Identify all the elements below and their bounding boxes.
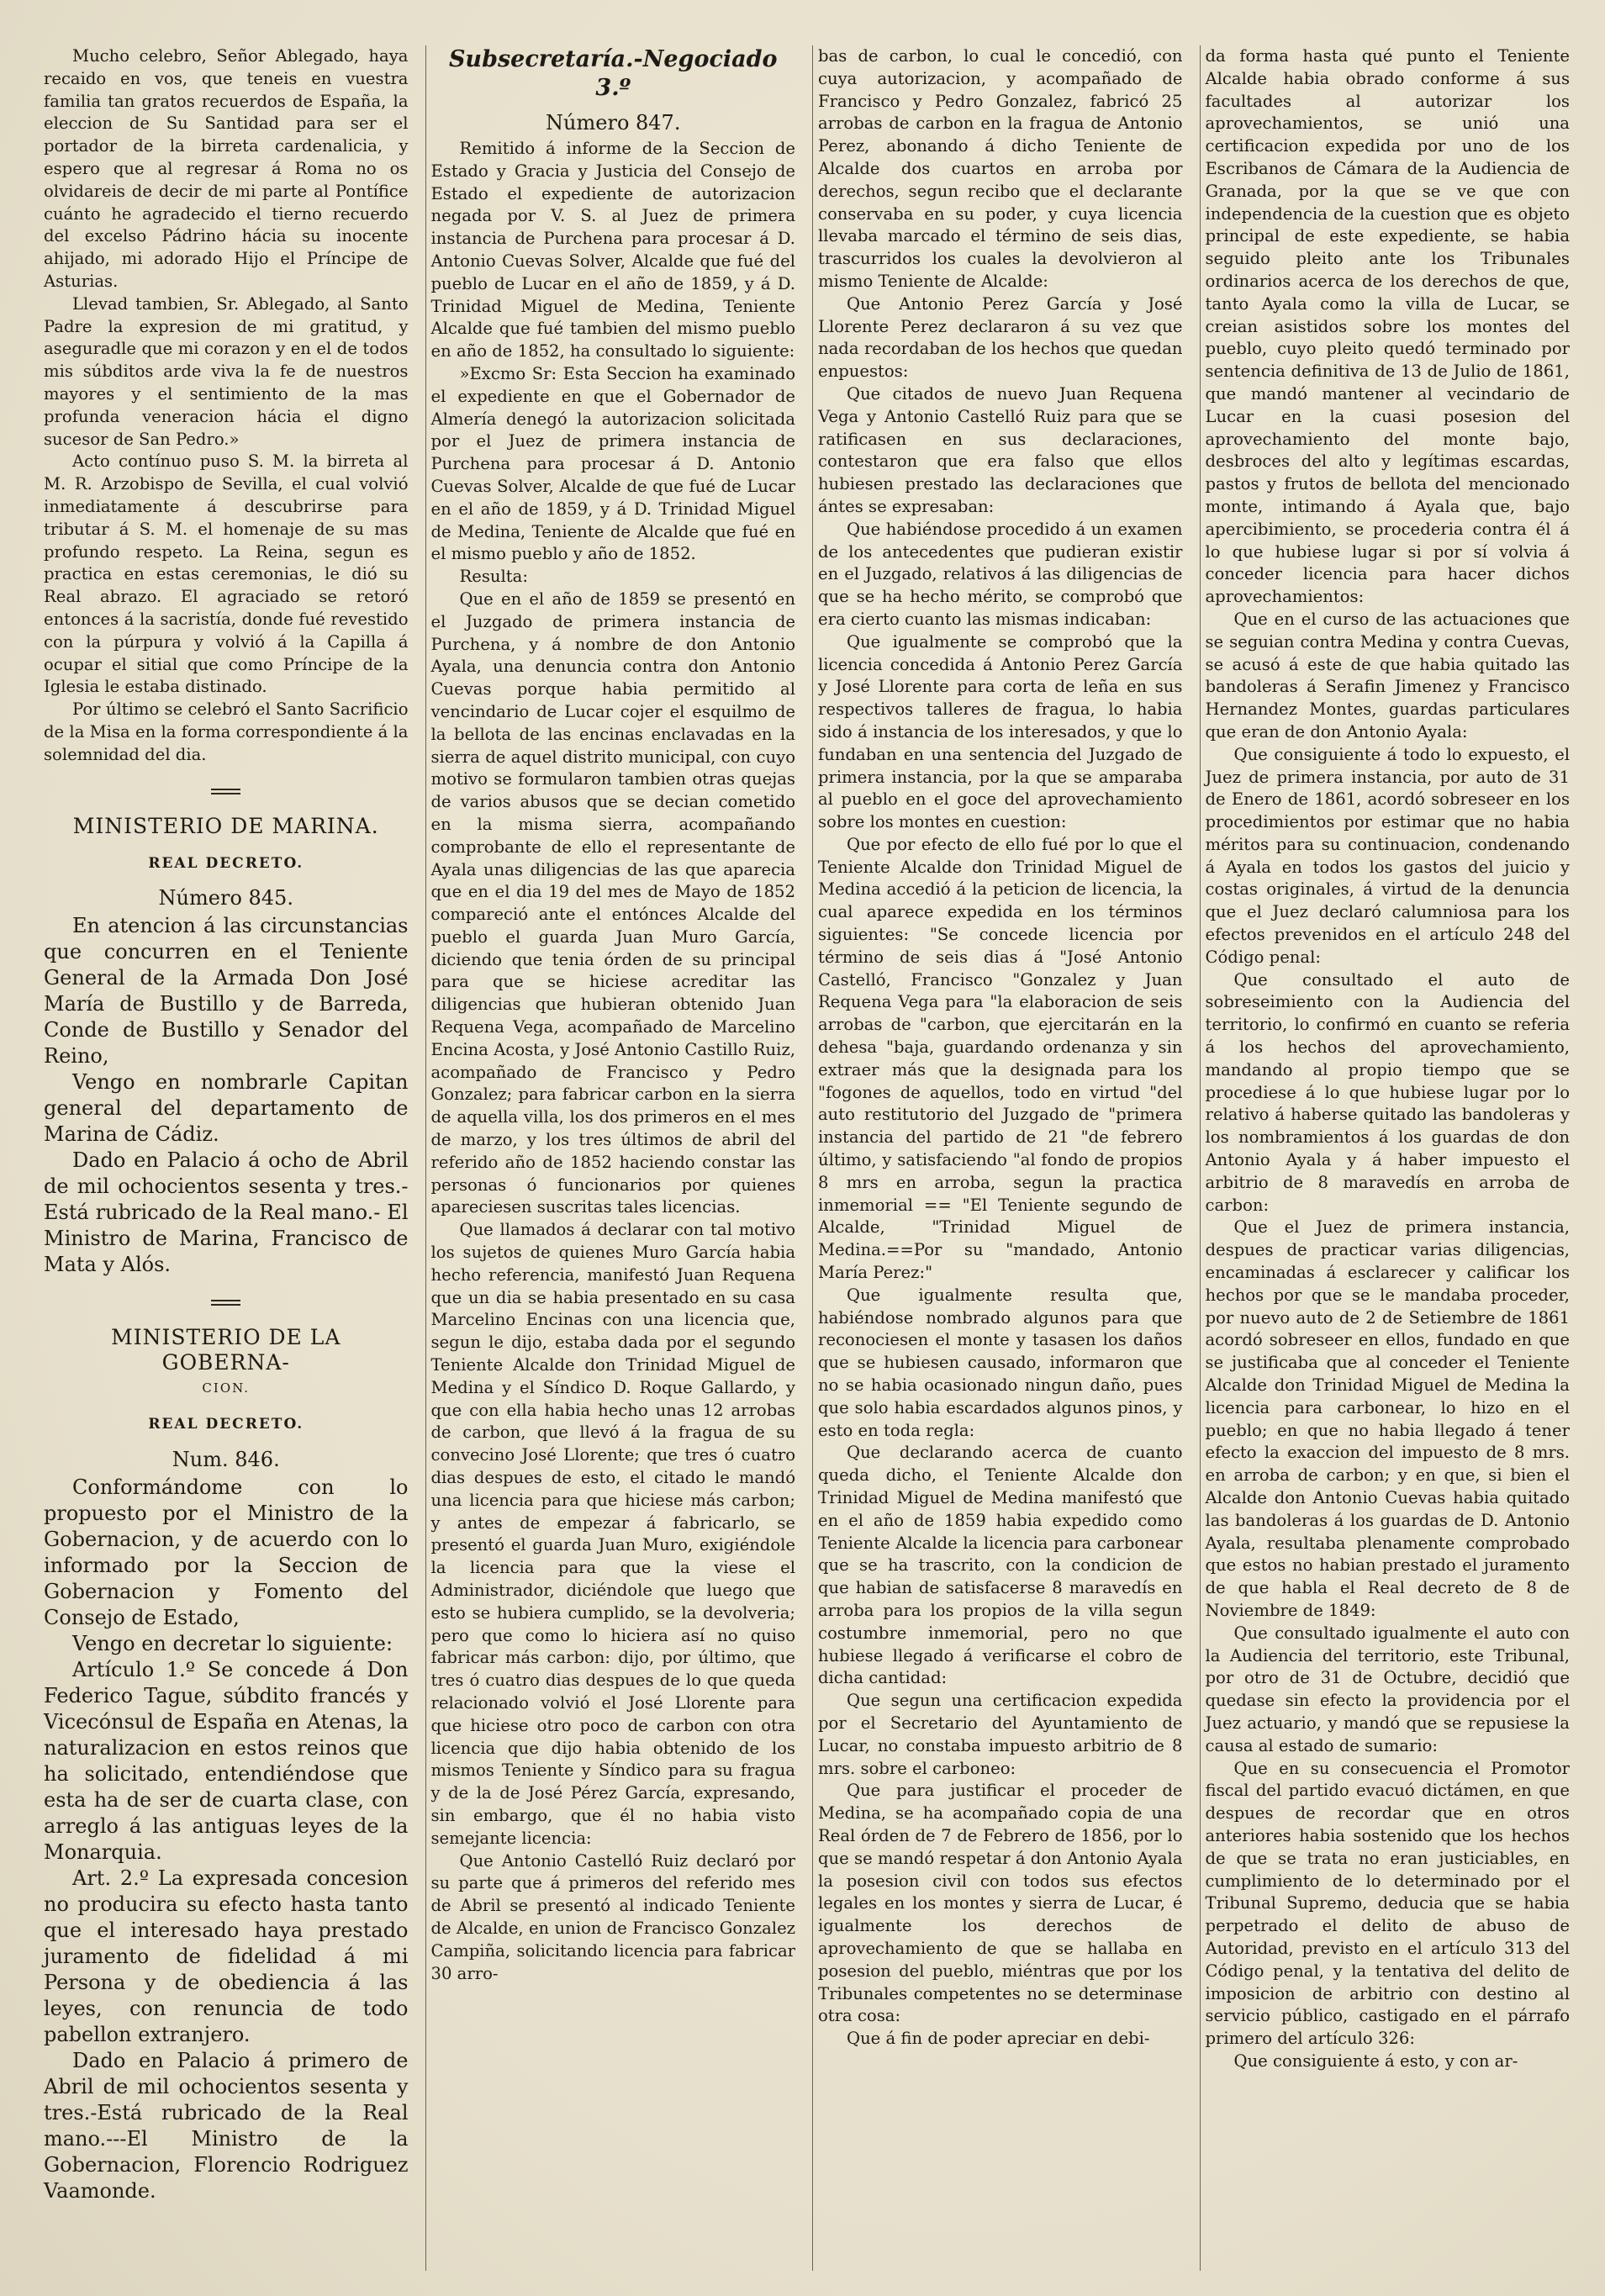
paragraph: Conformándome con lo propuesto por el Ministro de la Gobernacion, y de acuerdo con lo informado por la Seccion de Gobernacion y Fomento del Consejo de Estado, bbox=[44, 1475, 409, 1629]
paragraph: Que consiguiente á todo lo expuesto, el Juez de primera instancia, por auto de 31 de Enero de 1861, acordó sobreseer en los procedimientos por estimar que no habia méritos para su continuacion, condenando á Ayala en todos los gastos del juicio y costas originales, á virtud de la denuncia que el Juez declaró calumniosa para los efectos prevenidos en el artículo 248 del Código penal: bbox=[1205, 744, 1570, 967]
paragraph: Que segun una certificacion expedida por el Secretario del Ayuntamiento de Lucar, no constaba impuesto arbitrio de 8 mrs. sobre el carboneo: bbox=[818, 1691, 1183, 1778]
paragraph: Que el Juez de primera instancia, despues de practicar varias diligencias, encaminadas á esclarecer y calificar los hechos por que se le mandaba proceder, por nuevo auto de 2 de Setiembre de 1861 acordó sobreseer en ellos, fundado en que se justificaba que al conceder el Teniente Alcalde don Trinidad Miguel de Medina la licencia para carbonear, lo hizo en el pueblo; en que no habia llegado á tener efecto la exaccion del impuesto de 8 mrs. en arroba de carbon; y en que, si bien el Alcalde don Antonio Cuevas habia quitado las bandoleras á los guardas de D. Antonio Ayala, resultaba plenamente comprobado que estos no habian prestado el juramento de que habla el Real decreto de 8 de Noviembre de 1849: bbox=[1205, 1217, 1570, 1620]
paragraph: Artículo 1.º Se concede á Don Federico Tague, súbdito francés y Vicecónsul de España en Atenas, la naturalizacion en estos reinos que ha solicitado, entendiéndose que esta ha de ser de cuarta clase, con arreglo á las antiguas leyes de la Monarquia. bbox=[44, 1657, 409, 1864]
paragraph: Acto contínuo puso S. M. la birreta al M. R. Arzobispo de Sevilla, el cual volvió inmediatamente á descubrirse para tributar á S. M. el homenaje de su mas profundo respeto. La Reina, segun es practica en estas ceremonias, le dió su Real abrazo. El agraciado se retoró entonces á la sacristía, donde fué revestido con la púrpura y volvió á la Capilla á ocupar el sitial que como Príncipe de la Iglesia le estaba distinado. bbox=[44, 451, 409, 697]
paragraph: Que á fin de poder apreciar en debi- bbox=[847, 2029, 1150, 2049]
paragraph: Que en el curso de las actuaciones que se seguian contra Medina y contra Cuevas, se acusó á este de que habia quitado las bandoleras á Serafin Jimenez y Francisco Hernandez Montes, guardas particulares que eran de don Antonio Ayala: bbox=[1205, 609, 1570, 742]
column-1 bbox=[39, 45, 414, 2271]
section-heading-marina: MINISTERIO DE MARINA. bbox=[72, 813, 379, 838]
paragraph: Vengo en nombrarle Capitan general del departamento de Marina de Cádiz. bbox=[44, 1070, 409, 1147]
paragraph: Que consultado igualmente el auto con la Audiencia del territorio, este Tribunal, por otro de 31 de Octubre, decidió que quedase sin efecto la providencia por el Juez actuario, y mandó que se repusiese la causa al estado de sumario: bbox=[1205, 1623, 1570, 1755]
column-2 bbox=[425, 45, 801, 2271]
paragraph: Resulta: bbox=[459, 567, 528, 587]
paragraph: Que igualmente resulta que, habiéndose nombrado algunos para que reconociesen el monte y tasasen los daños que se hubiesen causado, informaron que no se habia ocasionado ningun daño, pues que solo habia escardados algunos pinos, y esto en toda regla: bbox=[818, 1285, 1183, 1440]
decree-number: Num. 846. bbox=[172, 1447, 280, 1471]
paragraph: Dado en Palacio á ocho de Abril de mil ochocientos sesenta y tres.- Está rubricado de la Real mano.- El Ministro de Marina, Francisco de Mata y Alós. bbox=[44, 1148, 409, 1277]
decree-number: Número 845. bbox=[158, 886, 293, 910]
section-separator bbox=[44, 1300, 409, 1306]
paragraph: Por último se celebró el Santo Sacrificio de la Misa en la forma correspondiente á la solemnidad del dia. bbox=[44, 699, 409, 764]
paragraph: Que Antonio Castelló Ruiz declaró por su parte que á primeros del referido mes de Abril se presentó al indicado Teniente de Alcalde, en union de Francisco Gonzalez Campiña, solicitando licencia para fabricar 30 arro- bbox=[430, 1850, 795, 1983]
paragraph: Que consiguiente á esto, y con ar- bbox=[1233, 2051, 1518, 2071]
column-4 bbox=[1200, 45, 1576, 2271]
paragraph: Dado en Palacio á primero de Abril de mil ochocientos sesenta y tres.-Está rubricado de la Real mano.---El Ministro de la Gobernacion, Florencio Rodriguez Vaamonde. bbox=[44, 2048, 409, 2203]
paragraph: Llevad tambien, Sr. Ablegado, al Santo Padre la expresion de mi gratitud, y aseguradle que mi corazon y en el de todos mis súbditos arde viva la fe de nuestros mayores y el sentimiento de la mas profunda veneracion hácia el digno sucesor de San Pedro.» bbox=[44, 293, 409, 449]
paragraph: da forma hasta qué punto el Teniente Alcalde habia obrado conforme á sus facultades al autorizar los aprovechamientos, se unió una certificacion expedida por uno de los Escribanos de Cámara de la Audiencia de Granada, por la que se ve que con independencia de la cuestion que es objeto principal de este expediente, se habia seguido pleito ante los Tribunales ordinarios acerca de los derechos de que, tanto Ayala como la villa de Lucar, se creian asistidos sobre los montes del pueblo, cuyo pleito quedó terminado por sentencia definitiva de 13 de Julio de 1861, que mandó mantener al vecindario de Lucar en la cuasi posesion del aprovechamiento del monte bajo, desbroces del alto y legítimas escardas, pastos y frutos de bellota del mencionado monte, intimando á Ayala que, bajo apercibimiento, se procederia contra él á lo que hubiese lugar si por sí volvia á conceder licencia para hacer dichos aprovechamientos: bbox=[1205, 46, 1570, 607]
decree-body-gobernacion bbox=[44, 1446, 409, 2204]
decree-number: Número 847. bbox=[546, 111, 681, 135]
paragraph: Vengo en decretar lo siguiente: bbox=[72, 1631, 393, 1655]
paragraph: Que en el año de 1859 se presentó en el Juzgado de primera instancia de Purchena, y á nombre de don Antonio Ayala, una denuncia contra don Antonio Cuevas porque habia permitido al vencindario de Lucar cojer el esquilmo de la bellota de las encinas enclavadas en la sierra de aquel distrito municipal, con cuyo motivo se formularon tambien otras quejas de varios abusos que se decian cometido en la misma sierra, acompañando comprobante de ello el representante de Ayala unas diligencias de las que aparecia que en el dia 19 del mes de Mayo de 1852 compareció ante el entónces Alcalde del pueblo el guarda Juan Muro García, diciendo que tenia órden de su principal para que se hiciese acreditar las diligencias que hubieran obtenido Juan Requena Vega, acompañado de Marcelino Encina Acosta, y José Antonio Castillo Ruiz, acompañado de Francisco y Pedro Gonzalez; para fabricar carbon en la sierra de aquella villa, los dos primeros en el mes de marzo, y los tres últimos de abril del referido año de 1852 haciendo constar las personas ó funcionarios por quienes apareciesen suscritas tales licencias. bbox=[430, 589, 795, 1217]
decree-heading: REAL DECRETO. bbox=[148, 1416, 304, 1433]
section-heading-gobernacion: MINISTERIO DE LA GOBERNA- bbox=[111, 1325, 341, 1375]
decree-body-marina bbox=[44, 884, 409, 1278]
section-heading-continuation: CION. bbox=[202, 1380, 251, 1396]
subsecretaria-heading: Subsecretaría.-Negociado 3.º bbox=[448, 46, 778, 101]
section-separator bbox=[44, 789, 409, 795]
paragraph: Mucho celebro, Señor Ablegado, haya recaido en vos, que teneis en vuestra familia tan gratos recuerdos de España, la eleccion de Su Santidad para ser el portador de la birreta cardenalicia, y espero que al regresar á Roma no os olvidareis de decir de mi parte al Pontífice cuánto he agradecido el tierno recuerdo del excelso Pádrino hácia su inocente ahijado, mi adorado Hijo el Príncipe de Asturias. bbox=[44, 46, 409, 291]
paragraph: Que declarando acerca de cuanto queda dicho, el Teniente Alcalde don Trinidad Miguel de Medina manifestó que en el año de 1859 habia expedido como Teniente Alcalde la licencia para carbonear que se ha trascrito, con la condicion de que habian de satisfacerse 8 maravedís en arroba para los propios de la villa segun costumbre inmemorial, pero no que hubiese llegado á verificarse el cobro de dicha cantidad: bbox=[818, 1443, 1183, 1688]
paragraph: Que habiéndose procedido á un examen de los antecedentes que pudieran existir en el Juzgado, relativos á las diligencias de que se ha hecho mérito, se comprobó que era cierto cuanto las mismas indicaban: bbox=[818, 519, 1183, 629]
paragraph: Que para justificar el proceder de Medina, se ha acompañado copia de una Real órden de 7 de Febrero de 1856, por lo que se mandó respetar á don Antonio Ayala la posesion civil con todos sus efectos legales en los montes y sierra de Lucar, é igualmente los derechos de aprovechamiento de que se hallaba en posesion del pueblo, miéntras que por los Tribunales competentes no se determinase otra cosa: bbox=[818, 1781, 1183, 2026]
paragraph: En atencion á las circunstancias que concurren en el Teniente General de la Armada Don José María de Bustillo y de Barreda, Conde de Bustillo y Senador del Reino, bbox=[44, 914, 409, 1069]
paragraph: Que Antonio Perez García y José Llorente Perez declararon á su vez que nada recordaban de los hechos que quedan enpuestos: bbox=[818, 293, 1183, 382]
paragraph: Que llamados á declarar con tal motivo los sujetos de quienes Muro García habia hecho referencia, manifestó Juan Requena que un dia se habia presentado en su casa Marcelino Encinas con una licencia que, segun le dijo, estaba dada por el segundo Teniente Alcalde don Trinidad Miguel de Medina y el Síndico D. Roque Gallardo, y que con ella habia hecho unas 12 arrobas de carbon, que llevó á la fragua de su convecino José Llorente; que tres ó cuatro dias despues de esto, el citado le mandó una licencia para que hiciese más carbon; y antes de empezar á fabricarlo, se presentó el guarda Juan Muro, exigiéndole la licencia para que la viese el Administrador, diciéndole que luego que esto se hubiera cumplido, se la devolveria; pero que como lo hiciera así no quiso fabricar más carbon: dijo, por último, que tres ó cuatro dias despues de lo que queda relacionado volvió el José Llorente para que hiciese otro poco de carbon con otra licencia que dijo habia obtenido de los mismos Teniente y Síndico para su fragua y de la de José Pérez García, expresando, sin embargo, que él no habia visto semejante licencia: bbox=[430, 1220, 795, 1848]
paragraph: »Excmo Sr: Esta Seccion ha examinado el expediente en que el Gobernador de Almería denegó la autorizacion solicitada por el Juez de primera instancia de Purchena para procesar á D. Antonio Cuevas Solver, Alcalde de que fué de Lucar en el año de 1859, y á D. Trinidad Miguel de Medina, Teniente de Alcalde que fué en el mismo pueblo y año de 1852. bbox=[430, 363, 795, 564]
paragraph: Remitido á informe de la Seccion de Estado y Gracia y Justicia del Consejo de Estado el expediente de autorizacion negada por V. S. al Juez de primera instancia de Purchena para procesar á D. Antonio Cuevas Solver, Alcalde que fué del pueblo de Lucar en el año de 1859, y á D. Trinidad Miguel de Medina, Teniente Alcalde que fué tambien del mismo pueblo en año de 1852, ha consultado lo siguiente: bbox=[430, 139, 795, 362]
paragraph: Que por efecto de ello fué por lo que el Teniente Alcalde don Trinidad Miguel de Medina accedió á la peticion de licencia, la cual aparece expedida en los términos siguientes: "Se concede licencia por término de seis dias á "José Antonio Castelló, Francisco "Gonzalez y Juan Requena Vega para "la elaboracion de seis arrobas de "carbon, que ejercitarán en la dehesa "baja, guardando ordenanza y sin extraer más que la designada para los "fogones de aquellos, todo en virtud "del auto restitutorio del Juzgado de "primera instancia del partido de 21 "de febrero último, y satisfaciendo "al fondo de propios 8 mrs en arroba, segun la practica inmemorial == "El Teniente segundo de Alcalde, "Trinidad Miguel de Medina.==Por su "mandado, Antonio María Perez:" bbox=[818, 834, 1183, 1283]
decree-heading: REAL DECRETO. bbox=[148, 854, 304, 872]
paragraph: Que citados de nuevo Juan Requena Vega y Antonio Castelló Ruiz para que se ratificasen en sus declaraciones, contestaron que era falso que ellos hubiesen prestado las declaraciones que ántes se expresaban: bbox=[818, 383, 1183, 516]
paragraph: Que consultado el auto de sobreseimiento con la Audiencia del territorio, lo confirmó en cuanto se referia á los hechos del aprovechamiento, mandando al propio tiempo que se procediese á lo que hubiese lugar por lo relativo á haberse quitado las bandoleras y los nombramientos á los guardas de don Antonio Ayala y á haber impuesto el arbitrio de 8 maravedís en arroba de carbon: bbox=[1205, 969, 1570, 1215]
paragraph: Que igualmente se comprobó que la licencia concedida á Antonio Perez García y José Llorente para corta de leña en sus respectivos talleres de fragua, lo habia sido á instancia de los interesados, y que lo fundaban en una sentencia del Juzgado de primera instancia, por la que se amparaba al pueblo en el goce del aprovechamiento sobre los montes en cuestion: bbox=[818, 631, 1183, 832]
paragraph: Art. 2.º La expresada concesion no producira su efecto hasta tanto que el interesado haya prestado juramento de fidelidad á mi Persona y de obediencia á las leyes, con renuncia de todo pabellon extranjero. bbox=[44, 1866, 409, 2046]
paragraph: bas de carbon, lo cual le concedió, con cuya autorizacion, y acompañado de Francisco y Pedro Gonzalez, fabricó 25 arrobas de carbon en la fragua de Antonio Perez, abonando á dicho Teniente de Alcalde dos cuartos en arroba por derechos, segun recibo que el declarante conservaba en su poder, y cuya licencia llevaba marcado el término de seis dias, trascurridos los cuales la devolvieron al mismo Teniente de Alcalde: bbox=[818, 46, 1183, 291]
paragraph: Que en su consecuencia el Promotor fiscal del partido evacuó dictámen, en que despues de recordar que en otros anteriores habia sostenido que los hechos de que se trata no eran justiciables, en cumplimiento de lo determinado por el Tribunal Supremo, deducia que se habia perpetrado el delito de abuso de Autoridad, previsto en el artículo 313 del Código penal, y la tentativa del delito de imposicion de arbitrio con destino al servicio público, castigado en el párrafo primero del artículo 326: bbox=[1205, 1758, 1570, 2049]
column-3 bbox=[812, 45, 1188, 2271]
